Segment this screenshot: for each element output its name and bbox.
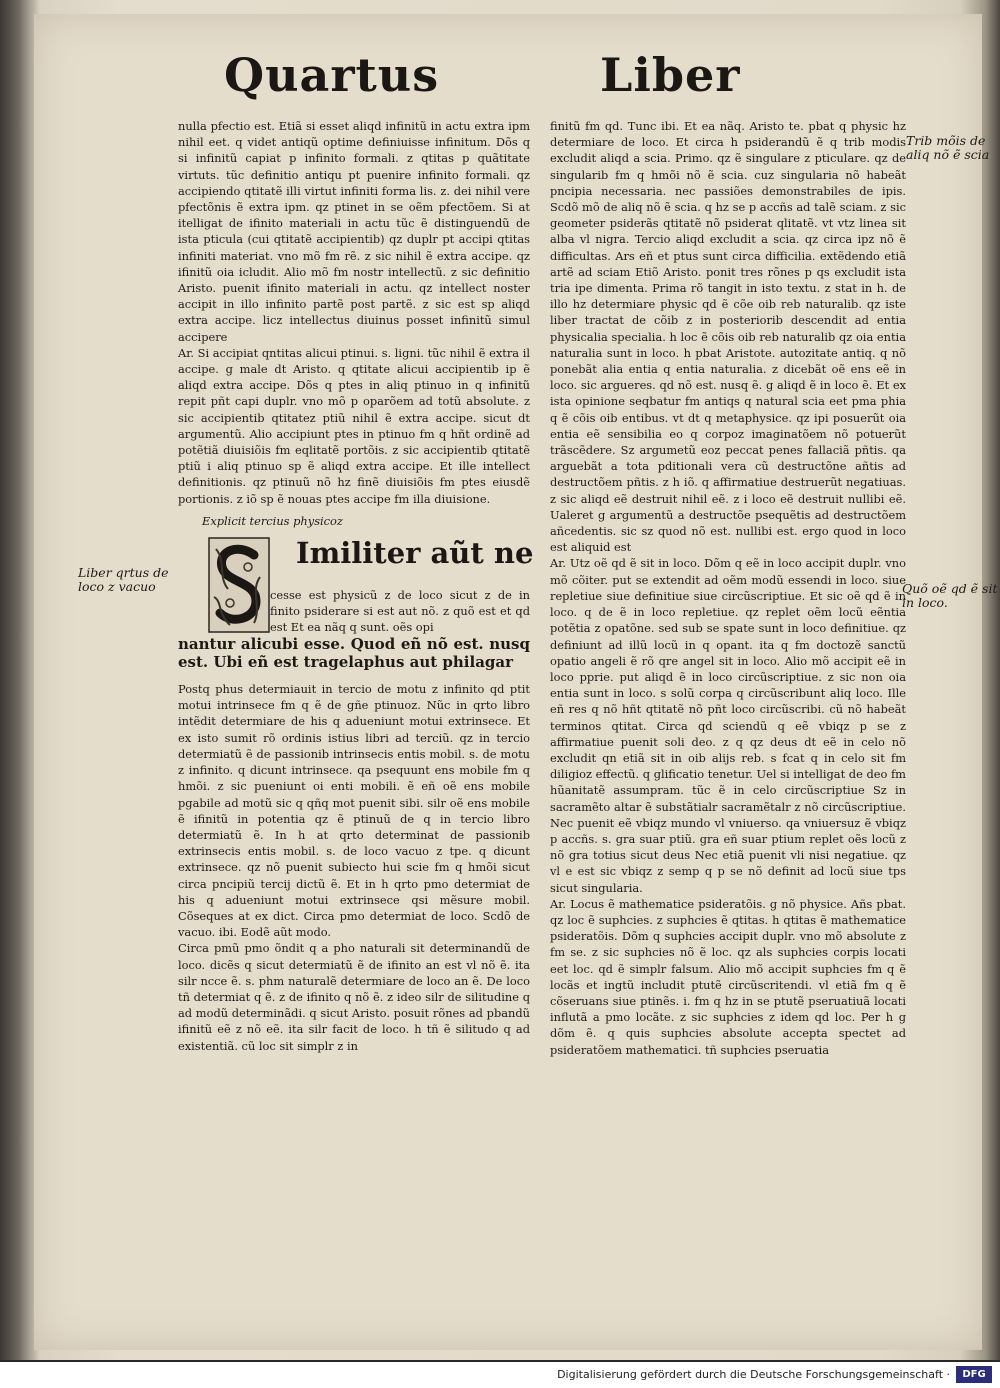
paragraph: Postq phus determiauit in tercio de motu z infinito qd ptit motui intrinsece fm q ẽ de gñe ptinuoz. Nũc in qrto libro intẽdit determiare de his q adueniunt motui extrinsece. Et ex isto sumit rõ ordinis istius libri ad terciũ. qz in tercio determiatũ ẽ de passionib intrinsecis entis mobil. s. de motu z infinito. q dicunt intrinsece. qa psequunt ens mobile fm q hmõi. z sic pueniunt oi enti mobili. ẽ eñ oẽ ens mobile pgabile ad motũ sic q qñq mot puenit sibi. silr oẽ ens mobile ẽ ifinitũ in potentia qz ẽ ptinuũ de q in tercio libro determiatũ ẽ. In h at qrto determinat de passionib extrinsecis entis mobil. s. de loco vacuo z tpe. q dicunt extrinsece. qz nõ puenit subiecto hui scie fm q hmõi sicut circa pncipiũ tercij dictũ ẽ. Et in h qrto pmo determiat de his q adueniunt motui extrinsece qsi mẽsure mobil. Cõseques at ex dict. Circa pmo determiat de loco. Scdõ de vacuo. ibi. Eodẽ aũt modo. <box>178 682 530 940</box>
incipit-lines: cesse est physicũ z de loco sicut z de in finito psiderare si est aut nõ. z quõ est et qd est Et ea nãq q sunt. oẽs opi <box>270 588 530 635</box>
incipit-continuation: nantur alicubi esse. Quod eñ nõ est. nusq est. Ubi eñ est tragelaphus aut philagar <box>178 635 530 672</box>
margin-note-right-2: Quõ oẽ qd ẽ sit in loco. <box>902 581 998 610</box>
paragraph: Circa pmũ pmo õndit q a pho naturali sit determinandũ de loco. dicẽs q sicut determiatũ ẽ de ifinito an est vl nõ ẽ. ita silr ncce ẽ. s. phm naturalẽ determiare de loco an ẽ. De loco tñ determiat q ẽ. z de ifinito q nõ ẽ. z ideo silr de silitudine q ad modũ determinãdi. q sicut Aristo. posuit rõnes ad pbandũ ifinitũ eẽ z nõ eẽ. ita silr facit de loco. h tñ ẽ silitudo q ad existentiã. cũ loc sit simplr z in <box>178 941 530 1053</box>
text-column-right <box>550 118 906 1058</box>
digitization-footer <box>0 1362 1000 1388</box>
text-column-left <box>178 118 534 1054</box>
footer-credit: Digitalisierung gefördert durch die Deutsche Forschungsgemeinschaft · <box>557 1368 950 1381</box>
running-header-left: Quartus <box>224 48 440 102</box>
paragraph: Ar. Utz oẽ qd ẽ sit in loco. Dõm q eẽ in loco accipit duplr. vno mõ cõiter. put se extendit ad oẽm modũ essendi in loco. siue repletiue siue definitiue siue circũscriptiue. Et sic oẽ qd ẽ in loco. q de ẽ in loco repletiue. qz replet oẽm locũ eẽntia potẽtia z opatõne. sed sub se spate sunt in loco definitiue. qz definiunt ad illũ locũ in q opant. ita q fm doctozẽ sanctũ opatio angeli ẽ rõ qre angel sit in loco. Alio mõ accipit eẽ in loco pprie. put aliqd ẽ in loco circũscriptiue. z sic non oia entia sunt in loco. s solũ corpa q circũscribunt aliq loco. Ille eñ res q nõ hñt qtitatẽ nõ pñt loco circũscribi. cũ nõ habeãt terminos qtitat. Circa qd sciendũ q eẽ vbiqz p se z affirmatiue puenit soli deo. z q qz deus dt eẽ in celo nõ excludit qn etiã sit in oib alijs reb. s fcat q in celo sit fm diligioz effectũ. q glificatio tenetur. Uel si intelligat de deo fm hũanitatẽ assumpram. tũc ẽ in celo circũscriptiue Sz in sacramẽto altar ẽ substãtialr sacramẽtalr z nõ circũscriptiue. Nec puenit eẽ vbiqz mundo vl vniuerso. qa vniuersuz ẽ vbiqz p accñs. s. gra suar ptiũ. gra eñ suar ptium replet oẽs locũ z nõ gra totius sicut deus Nec etiã puenit vli nisi negatiue. qz vl e est sic vbiqz z semp q p se nõ definit ad locũ siue tps sicut singularia. <box>550 556 906 895</box>
margin-note-right-1: Trib mõis de aliq nõ ẽ scia <box>906 133 990 162</box>
running-header-right: Liber <box>600 48 741 102</box>
paragraph: nulla pfectio est. Etiã si esset aliqd infinitũ in actu extra ipm nihil eet. q videt antiqũ optime definiuisse infinitum. Dõs q si infinitũ capiat p infinito formali. z qtitas p quãtitate virtuts. tũc definitio antiqu pt puenire infinito formali. qz accipiendo qtitatẽ illi virtut infiniti forma lis. z. dei nihil vere pfectõnis ẽ extra ipm. qz ptinet in se oẽm pfectõem. Si at itelligat de ifinito materiali in actu tũc ẽ distinguendũ de ista pticula (cui qtitatẽ accipientib) qz duplr pt accipi qtitas infiniti materiat. vno mõ fm rẽ. z sic nihil ẽ extra accipe. qz ifinitũ oia icludit. Alio mõ fm nostr intellectũ. z sic definitio Aristo. puenit ifinito materiali in actu. qz intellect noster accipit in illo infinito partẽ post partẽ. z sic est sp aliqd extra accipe. licz intellectus diuinus posset infinitũ simul accipere <box>178 119 530 344</box>
paragraph: Ar. Locus ẽ mathematice psideratõis. g nõ physice. Añs pbat. qz loc ẽ suphcies. z suphcies ẽ qtitas. h qtitas ẽ mathematice psideratõis. Dõm q suphcies accipit duplr. vno mõ absolute z fm se. z sic suphcies nõ ẽ loc. qz als suphcies corpis locati eet loc. qd ẽ simplr falsum. Alio mõ accipit suphcies fm q ẽ locãs et ingtũ includit ptutẽ circũscritendi. vl etiã fm q ẽ cõseruans siue ptinẽs. i. fm q hz in se ptutẽ pseruatiuã locati influtã a pmo locãte. z sic suphcies z idem qd loc. Per h g dõm ẽ. q quis suphcies absolute accepta spectet ad psideratõem mathematici. tñ suphcies pseruatia <box>550 896 906 1057</box>
dfg-logo-icon: DFG <box>956 1366 992 1383</box>
paragraph: finitũ fm qd. Tunc ibi. Et ea nãq. Aristo te. pbat q physic hz determiare de loco. Et circa h psiderandũ ẽ q trib modis excludit aliqd a scia. Primo. qz ẽ singulare z pticulare. qz de singularib fm q hmõi nõ ẽ scia. cuz singularia nõ habeãt pncipia necessaria. nec passiões demonstrabiles de ipis. Scdõ mõ de aliq nõ ẽ scia. q hz se p accñs ad talẽ sciam. z sic geometer psiderãs qtitatẽ nõ psiderat qlitatẽ. vt vtz linea sit alba vl nigra. Tercio aliqd excludit a scia. qz circa ipz nõ ẽ difficultas. Ars eñ et ptus sunt circa difficilia. extẽdendo etiã artẽ ad sciam Etiõ Aristo. ponit tres rõnes p qs excludit ista tria ipe dimenta. Prima rõ tangit in isto textu. z stat in h. de illo hz determiare physic qd ẽ cõe oib reb naturalib. qz iste liber tractat de cõib z in posteriorib descendit ad entia physicalia specialia. h loc ẽ cõis oib reb naturalib qz oia entia naturalia sunt in loco. h pbat Aristote. autozitate antiq. q nõ ponebãt alia entia q entia naturalia. z dicebãt oẽ ens eẽ in loco. sic argueres. qd nõ est. nusq ẽ. g aliqd ẽ in loco ẽ. Et ex ista opinione seqbatur fm antiqs q natural scia eet pma phia q ẽ cõis oib entibus. vt dt q metaphysice. qz ipi posuerũt oia entia eẽ sensibilia eo q corpoz imaginatõem nõ potuerũt trãscẽdere. Sz argumetũ eoz peccat penes fallaciã pñtis. qa arguebãt a tota pditionali vera cũ destructõne añtis ad destructõem pñtis. z h iõ. q affirmatiue destruerũt negatiuas. z sic aliqd eẽ destruit nihil eẽ. z i loco eẽ destruit nullibi eẽ. Ualeret g argumentũ a destructõe psequẽtis ad destructõem añcedentis. sic sz quod nõ est. nullibi est. ergo quod in loco est aliquid est <box>550 119 906 555</box>
explicit-line: Explicit tercius physicoz <box>202 513 343 528</box>
incipit-large-text: Imiliter aũt ne <box>296 536 534 571</box>
book-incipit <box>178 535 534 681</box>
decorated-initial-s-icon <box>208 535 270 635</box>
paragraph: Ar. Si accipiat qntitas alicui ptinui. s. ligni. tũc nihil ẽ extra il accipe. g male dt Aristo. q qtitate alicui accipientib ip ẽ aliqd extra accipe. Dõs q ptes in aliq ptinuo in q infinitũ repit pñt capi duplr. vno mõ p oparõem ad totũ absolute. z sic accipientib qtitatez ptiũ nihil ẽ extra accipe. sicut dt argumentũ. Alio accipiunt ptes in ptinuo fm q hñt ordinẽ ad potẽtiã diuisiõis fm eqlitatẽ portõis. z sic accipientib qtitatẽ ptiũ i aliq ptinuo sp ẽ aliqd extra accipe. Et ille intellect definitionis. qz ptinuũ nõ hz finẽ diuisiõis fm ptes eiusdẽ portionis. z iõ sp ẽ nouas ptes accipe fm illa diuisione. <box>178 345 530 506</box>
margin-note-left: Liber qrtus de loco z vacuo <box>78 565 169 594</box>
